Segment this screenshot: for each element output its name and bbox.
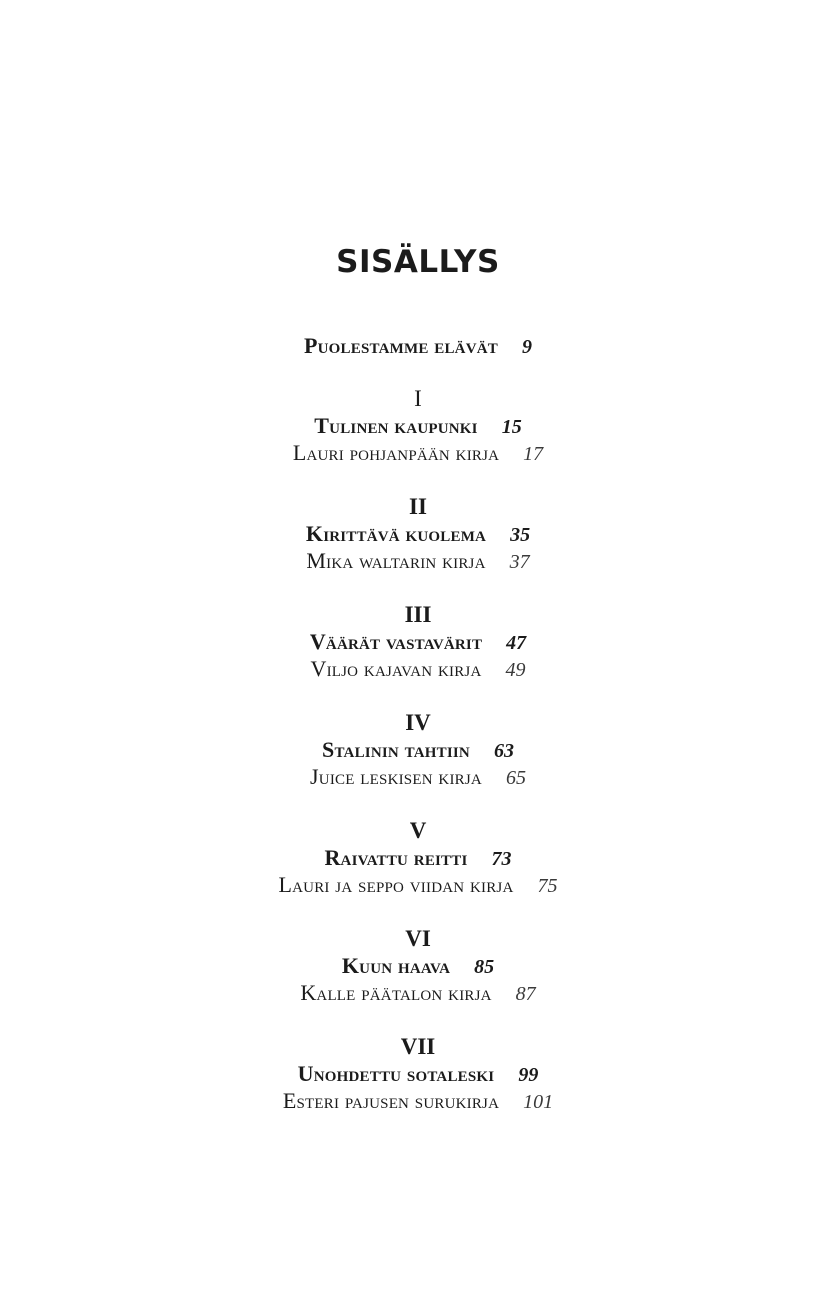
entry-page-number: 87 — [515, 983, 536, 1005]
entry-title: Stalinin tahtiin — [322, 737, 470, 762]
entry-title: Puolestamme elävät — [304, 333, 498, 358]
entry-page-number: 37 — [509, 551, 530, 573]
entry-title: Esteri pajusen surukirja — [282, 1088, 500, 1113]
toc-entry-main[interactable] — [0, 628, 836, 655]
toc-entry-sub[interactable] — [0, 1087, 836, 1114]
part-1 — [0, 385, 836, 466]
part-numeral: VI — [405, 926, 431, 951]
entry-title: Raivattu reitti — [324, 845, 468, 870]
part-6 — [0, 925, 836, 1006]
part-numeral: II — [409, 494, 427, 519]
part-numeral: IV — [405, 710, 431, 735]
entry-title: Tulinen kaupunki — [314, 413, 478, 438]
toc-entry-sub[interactable] — [0, 871, 836, 898]
entry-page-number: 101 — [523, 1091, 554, 1113]
entry-page-number: 75 — [537, 875, 558, 897]
entry-page-number: 47 — [506, 632, 527, 654]
part-numeral: V — [409, 818, 427, 843]
toc-entry-main[interactable] — [0, 520, 836, 547]
entry-title: Lauri pohjanpään kirja — [292, 440, 500, 465]
toc-entry-main[interactable] — [0, 844, 836, 871]
entry-title: Mika waltarin kirja — [306, 548, 486, 573]
part-4 — [0, 709, 836, 790]
toc-entry-main[interactable] — [0, 412, 836, 439]
entry-page-number: 17 — [523, 443, 544, 465]
entry-page-number: 49 — [505, 659, 526, 681]
toc-entry-main[interactable] — [0, 952, 836, 979]
entry-page-number: 73 — [491, 848, 512, 870]
entry-title: Kirittävä kuolema — [305, 521, 487, 546]
table-of-contents — [0, 332, 836, 1141]
part-2 — [0, 493, 836, 574]
part-numeral: VII — [400, 1034, 436, 1059]
entry-title: Unohdettu sotaleski — [297, 1061, 495, 1086]
entry-title: Viljo kajavan kirja — [310, 656, 482, 681]
toc-entry-sub[interactable] — [0, 547, 836, 574]
part-5 — [0, 817, 836, 898]
part-7 — [0, 1033, 836, 1114]
toc-entry-sub[interactable] — [0, 439, 836, 466]
toc-entry-main[interactable] — [0, 736, 836, 763]
entry-page-number: 85 — [474, 956, 495, 978]
entry-title: Juice leskisen kirja — [310, 764, 482, 789]
entry-page-number: 35 — [510, 524, 531, 546]
entry-page-number: 15 — [501, 416, 522, 438]
entry-page-number: 99 — [518, 1064, 539, 1086]
entry-title: Väärät vastavärit — [309, 629, 483, 654]
toc-entry-intro[interactable] — [0, 332, 836, 359]
entry-page-number: 63 — [493, 740, 514, 762]
entry-page-number: 65 — [505, 767, 526, 789]
toc-entry-sub[interactable] — [0, 763, 836, 790]
entry-title: Kalle päätalon kirja — [300, 980, 492, 1005]
page-title: SISÄLLYS — [336, 244, 500, 280]
entry-title: Kuun haava — [341, 953, 451, 978]
part-numeral: I — [414, 386, 422, 411]
toc-entry-main[interactable] — [0, 1060, 836, 1087]
toc-entry-sub[interactable] — [0, 979, 836, 1006]
entry-page-number: 9 — [521, 336, 532, 358]
entry-title: Lauri ja seppo viidan kirja — [278, 872, 514, 897]
part-numeral: III — [404, 602, 432, 627]
part-3 — [0, 601, 836, 682]
toc-entry-sub[interactable] — [0, 655, 836, 682]
